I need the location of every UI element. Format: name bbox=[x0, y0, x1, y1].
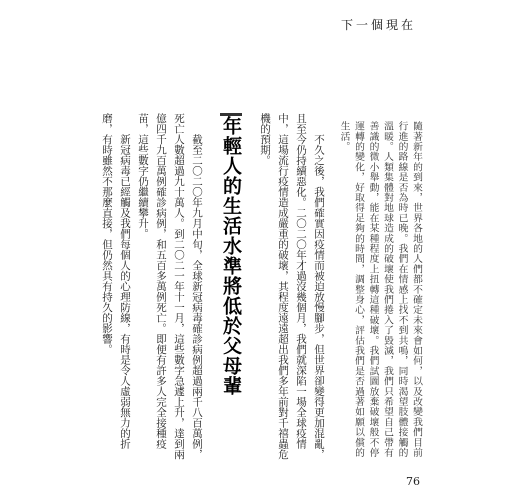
paragraph-psychological-impact: 新冠病毒已經觸及我們每個人的心理防線，有時是令人虛弱無力的折磨，有時雖然不那麼直接，但仍然具有持久的影響。 bbox=[101, 113, 131, 449]
page-number: 76 bbox=[406, 475, 420, 488]
paragraph-statistics: 截至二〇二〇年九月中旬，全球新冠病毒確診病例超過兩千八百萬例，死亡人數超過九十萬人。到二〇二一年十一月，這些數字急遽上升，達到兩億四千九百萬例確診病例，和五百多萬例死亡。即便有許多人完全接種疫苗，這些數字仍繼續攀升。 bbox=[137, 113, 203, 460]
paragraph-pandemic-slowdown: 不久之後，我們確實因疫情而被迫放慢腳步，但世界卻變得更加混亂，且至今仍持續惡化。二〇二〇年才過沒幾個月，我們就深陷一場全球疫情中，這場流行疫情造成嚴重的破壞，其程度遠遠超出我們多年前對千禧蟲危機的預期。 bbox=[259, 113, 325, 460]
body-text bbox=[98, 113, 423, 461]
section-heading: 年輕人的生活水準將低於父母輩 bbox=[220, 113, 242, 461]
running-head: 下一個現在 bbox=[340, 18, 416, 32]
opening-quote: 隨著新年的到來，世界各地的人們都不確定未來會如何，以及改變我們目前行進的路線是否為時已晚。我們在情感上找不到共鳴，同時渴望肢體接觸的溫暖。人類集體對地球造成的破壞使我們捲入了毀滅，我們只希望自己帶有善識的微小舉動，能在某種程度上扭轉這種破壞。我們試圖放棄破壞般不停運轉的變化，好取得足夠的時間，調整身心，評估我們是否過著如願以償的生活。 bbox=[338, 121, 422, 458]
